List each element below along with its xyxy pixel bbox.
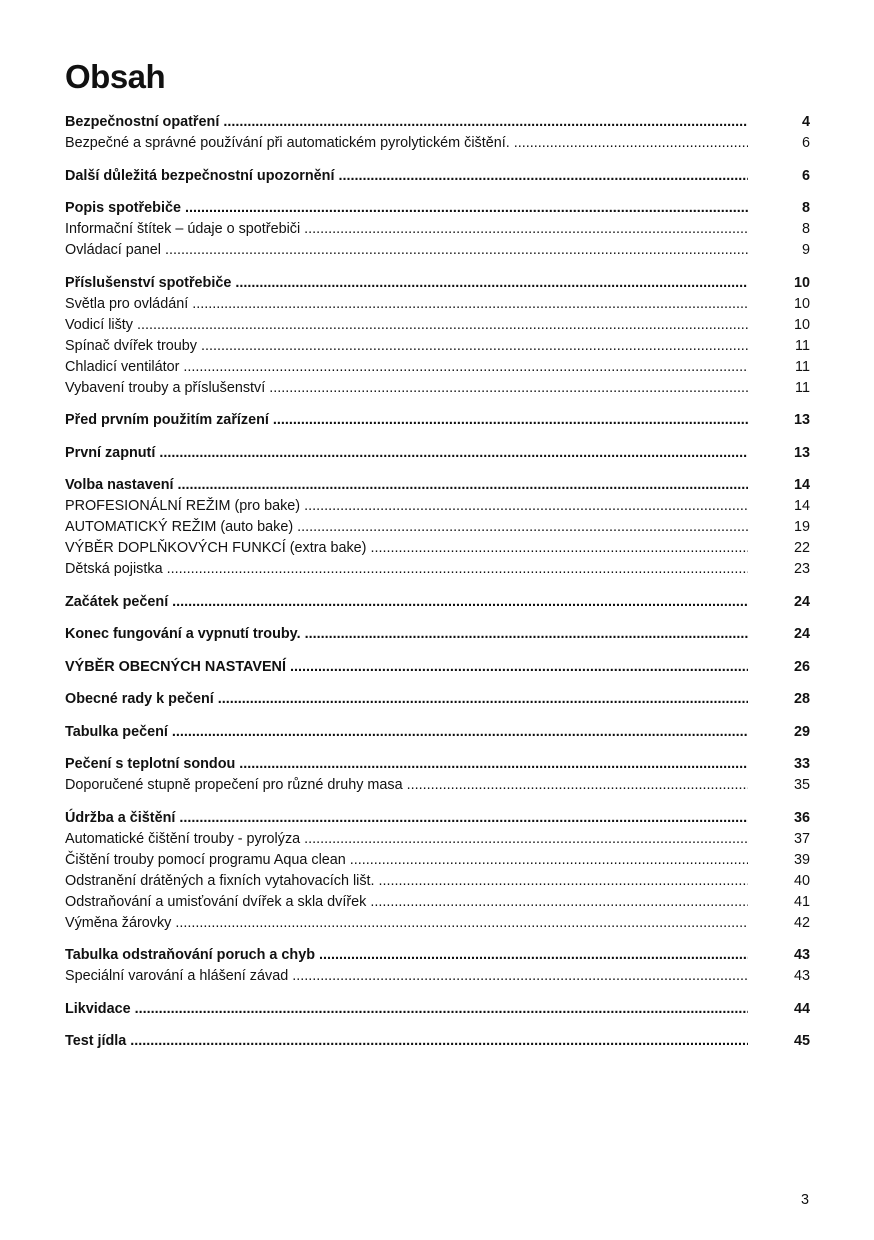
- toc-subentry[interactable]: [65, 871, 810, 892]
- toc-subentry-title: Vodicí lišty .....: [65, 315, 748, 336]
- toc-subentry-title: Odstranění drátěných a fixních vytahovacích lišt. .....: [65, 871, 748, 892]
- toc-entry-title: Před prvním použitím zařízení .....: [65, 410, 748, 431]
- toc-entry[interactable]: [65, 410, 810, 431]
- toc-subentry[interactable]: [65, 294, 810, 315]
- toc-subentry-page-number: 8: [801, 221, 810, 237]
- toc-section: [65, 689, 810, 710]
- toc-section: [65, 198, 810, 261]
- toc-entry[interactable]: [65, 273, 810, 294]
- toc-entry-page-number: 36: [793, 809, 810, 826]
- toc-subentry-page-number: 10: [793, 295, 810, 312]
- toc-subentry[interactable]: [65, 775, 810, 796]
- toc-entry-title: Tabulka odstraňování poruch a chyb .....: [65, 945, 748, 966]
- toc-subentry[interactable]: [65, 829, 810, 850]
- toc-subentry-page-number: 40: [793, 872, 810, 889]
- toc-subentry[interactable]: [65, 336, 810, 357]
- toc-subentry-title: Světla pro ovládání .....: [65, 294, 748, 315]
- toc-subentry-page-number: 43: [793, 968, 810, 984]
- toc-subentry[interactable]: [65, 133, 810, 154]
- toc-section: [65, 166, 810, 187]
- toc-entry[interactable]: [65, 198, 810, 219]
- toc-entry-page-number: 24: [793, 593, 810, 610]
- toc-subentry-title: Automatické čištění trouby - pyrolýza .....: [65, 829, 748, 850]
- toc-section: [65, 722, 810, 743]
- toc-subentry-title: Bezpečné a správné používání při automatickém pyrolytickém čištění. .....: [65, 133, 748, 154]
- toc-subentry-title: Dětská pojistka .....: [65, 559, 748, 580]
- toc-entry-title: Likvidace .....: [65, 999, 748, 1020]
- toc-subentry-page-number: 9: [801, 242, 810, 258]
- toc-subentry-page-number: 10: [793, 316, 810, 333]
- toc-subentry-title: Ovládací panel .....: [65, 240, 748, 261]
- toc-entry-title: Konec fungování a vypnutí trouby. .....: [65, 624, 748, 645]
- toc-entry-title: Příslušenství spotřebiče .....: [65, 273, 748, 294]
- toc-section: [65, 999, 810, 1020]
- toc-entry-title: Další důležitá bezpečnostní upozornění .....: [65, 166, 748, 187]
- toc-entry[interactable]: [65, 624, 810, 645]
- toc-section: [65, 945, 810, 987]
- toc-subentry-page-number: 39: [793, 851, 810, 868]
- toc-entry-title: Test jídla .....: [65, 1031, 748, 1052]
- toc-entry-page-number: 13: [793, 444, 810, 461]
- toc-section: [65, 410, 810, 431]
- toc-entry-page-number: 33: [793, 756, 810, 772]
- toc-entry-page-number: 44: [793, 1000, 810, 1017]
- toc-subentry-page-number: 11: [795, 379, 810, 396]
- toc-entry-title: Bezpečnostní opatření .....: [65, 112, 748, 133]
- toc-subentry-title: Doporučené stupně propečení pro různé druhy masa .....: [65, 775, 748, 796]
- toc-subentry[interactable]: [65, 219, 810, 240]
- toc-entry[interactable]: [65, 475, 810, 496]
- toc-entry-title: Volba nastavení .....: [65, 475, 748, 496]
- toc-entry[interactable]: [65, 808, 810, 829]
- toc-subentry-title: Chladicí ventilátor .....: [65, 357, 748, 378]
- toc-entry-page-number: 10: [793, 274, 810, 291]
- toc-subentry-title: Informační štítek – údaje o spotřebiči .....: [65, 219, 748, 240]
- toc-section: [65, 273, 810, 399]
- toc-subentry-title: Spínač dvířek trouby .....: [65, 336, 748, 357]
- toc-subentry-title: Odstraňování a umisťování dvířek a skla dvířek .....: [65, 892, 748, 913]
- toc-entry[interactable]: [65, 945, 810, 966]
- toc-subentry[interactable]: [65, 538, 810, 559]
- toc-subentry[interactable]: [65, 559, 810, 580]
- toc-entry-title: Tabulka pečení .....: [65, 722, 748, 743]
- toc-entry-page-number: 26: [793, 658, 810, 675]
- toc-subentry-page-number: 11: [795, 358, 810, 375]
- toc-section: [65, 592, 810, 613]
- toc-entry-page-number: 28: [793, 691, 810, 707]
- toc-entry-page-number: 4: [801, 114, 810, 130]
- toc-entry-title: Údržba a čištění .....: [65, 808, 748, 829]
- toc-subentry[interactable]: [65, 240, 810, 261]
- page-title: Obsah: [65, 58, 166, 95]
- toc-entry-page-number: 43: [793, 947, 810, 963]
- toc-entry-page-number: 13: [793, 412, 810, 428]
- toc-subentry[interactable]: [65, 357, 810, 378]
- toc-entry-page-number: 14: [793, 477, 810, 493]
- toc-entry[interactable]: [65, 443, 810, 464]
- toc-subentry-title: AUTOMATICKÝ REŽIM (auto bake) .....: [65, 517, 748, 538]
- toc-entry-page-number: 29: [793, 723, 810, 740]
- toc-section: [65, 1031, 810, 1052]
- toc-entry-title: Obecné rady k pečení .....: [65, 689, 748, 710]
- toc-entry[interactable]: [65, 754, 810, 775]
- toc-entry[interactable]: [65, 657, 810, 678]
- toc-entry-page-number: 6: [801, 167, 810, 184]
- toc-entry[interactable]: [65, 1031, 810, 1052]
- toc-entry-page-number: 24: [793, 626, 810, 642]
- toc-section: [65, 657, 810, 678]
- toc-subentry[interactable]: [65, 517, 810, 538]
- toc-section: [65, 808, 810, 934]
- toc-subentry[interactable]: [65, 496, 810, 517]
- toc-subentry-page-number: 35: [793, 777, 810, 793]
- toc-subentry-page-number: 42: [793, 914, 810, 931]
- toc-section: [65, 475, 810, 580]
- toc-section: [65, 624, 810, 645]
- toc-entry-title: Začátek pečení .....: [65, 592, 748, 613]
- toc-subentry-page-number: 41: [793, 893, 810, 910]
- page-number: 3: [800, 1192, 809, 1208]
- toc-subentry[interactable]: [65, 850, 810, 871]
- toc-subentry[interactable]: [65, 315, 810, 336]
- toc-entry[interactable]: [65, 592, 810, 613]
- toc-subentry-page-number: 6: [801, 135, 810, 151]
- toc-entry-title: První zapnutí .....: [65, 443, 748, 464]
- toc-section: [65, 443, 810, 464]
- toc-entry[interactable]: [65, 722, 810, 743]
- toc-subentry[interactable]: [65, 913, 810, 934]
- toc-entry[interactable]: [65, 112, 810, 133]
- toc-entry-title: Popis spotřebiče .....: [65, 198, 748, 219]
- table-of-contents: [65, 112, 810, 1064]
- toc-entry-page-number: 8: [801, 200, 810, 216]
- toc-subentry-title: VÝBĚR DOPLŇKOVÝCH FUNKCÍ (extra bake) .....: [65, 538, 748, 559]
- toc-subentry-page-number: 11: [795, 337, 810, 354]
- toc-subentry[interactable]: [65, 892, 810, 913]
- toc-subentry-title: Čištění trouby pomocí programu Aqua clean .....: [65, 850, 748, 871]
- toc-subentry[interactable]: [65, 966, 810, 987]
- toc-entry-title: VÝBĚR OBECNÝCH NASTAVENÍ .....: [65, 657, 748, 678]
- toc-entry-title: Pečení s teplotní sondou .....: [65, 754, 748, 775]
- toc-subentry-page-number: 14: [793, 498, 810, 514]
- toc-subentry-page-number: 37: [793, 830, 810, 847]
- toc-subentry[interactable]: [65, 378, 810, 399]
- toc-subentry-title: PROFESIONÁLNÍ REŽIM (pro bake) .....: [65, 496, 748, 517]
- toc-subentry-title: Vybavení trouby a příslušenství .....: [65, 378, 748, 399]
- toc-subentry-title: Speciální varování a hlášení závad .....: [65, 966, 748, 987]
- toc-entry[interactable]: [65, 166, 810, 187]
- toc-section: [65, 112, 810, 154]
- toc-entry[interactable]: [65, 999, 810, 1020]
- toc-entry[interactable]: [65, 689, 810, 710]
- toc-entry-page-number: 45: [793, 1033, 810, 1049]
- toc-section: [65, 754, 810, 796]
- toc-subentry-page-number: 23: [793, 561, 810, 577]
- toc-subentry-title: Výměna žárovky .....: [65, 913, 748, 934]
- toc-subentry-page-number: 19: [793, 519, 810, 535]
- toc-subentry-page-number: 22: [793, 540, 810, 556]
